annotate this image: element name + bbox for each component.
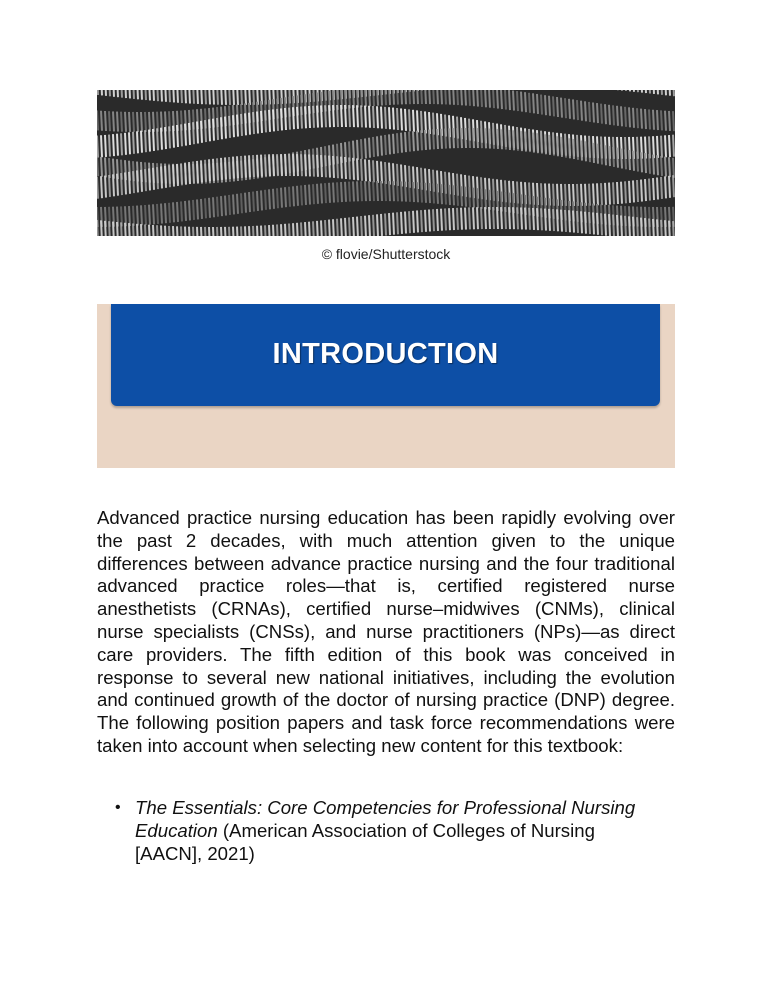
list-item xyxy=(115,797,660,865)
publication-title: The Essentials: Core Competencies for Professional Nursing Education xyxy=(135,797,636,841)
image-credit: © flovie/Shutterstock xyxy=(321,246,451,262)
bullet-list xyxy=(115,797,660,865)
publication-citation: (American Association of Colleges of Nursing [AACN], 2021) xyxy=(135,819,595,864)
woven-wave-pattern-icon xyxy=(97,90,675,236)
body-paragraph: Advanced practice nursing education has been rapidly evolving over the past 2 decades, with much attention given to the unique differences between advance practice nursing and the four traditional advanced practice roles—that is, certified registered nurse anesthetists (CRNAs), certified nurse–midwives (CNMs), clinical nurse specialists (CNSs), and nurse practitioners (NPs)—as direct care providers. The fifth edition of this book was conceived in response to several new national initiatives, including the evolution and continued growth of the doctor of nursing practice (DNP) degree. The following position papers and task force recommendations were taken into account when selecting new content for this textbook: xyxy=(97,507,675,756)
section-title: INTRODUCTION xyxy=(272,338,499,370)
bullet-icon: • xyxy=(115,799,121,816)
section-header-bar xyxy=(111,304,660,406)
banner-image xyxy=(97,90,675,236)
section-header-box xyxy=(97,304,675,468)
